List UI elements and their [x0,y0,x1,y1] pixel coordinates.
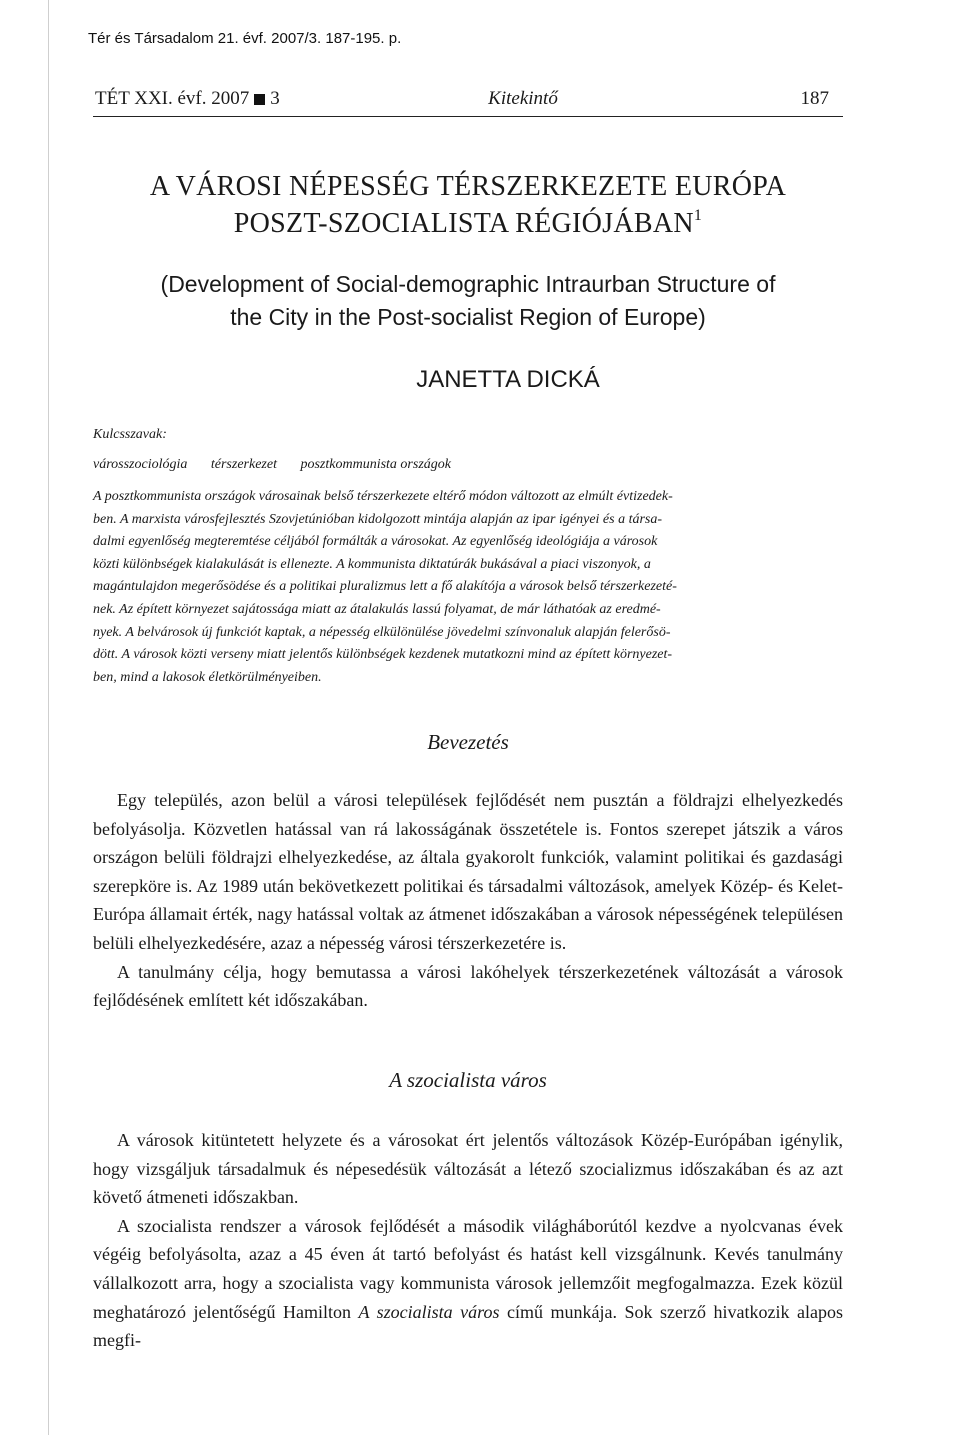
abstract-line: ben, mind a lakosok életkörülményeiben. [93,669,322,685]
paragraph: Egy település, azon belül a városi települések fejlődését nem pusztán a földrajzi elhelyezkedés befolyásolja. Közvetlen hatással van rá lakosságának összetétele is. Fontos szerepet játszik a város országon belüli földrajzi elhelyezkedése, az általa gyakorolt funkciók, valamint politikai és gazdasági szerepköre is. Az 1989 után bekövetkezett politikai és társadalmi változások, amelyek Közép- és Kelet-Európa államait érték, nagy hatással voltak az átmenet időszakában a városok népességének településen belüli elhelyezkedésére, azaz a népesség városi térszerkezetére is. [93,790,843,953]
abstract-line: dalmi egyenlőség megteremtése céljából formálták a városokat. Az egyenlőség ideológiája a városok [93,534,658,550]
abstract-line: nyek. A belvárosok új funkciót kaptak, a népesség elkülönülése jövedelmi színvonaluk alapján felerősö- [93,624,671,640]
subtitle-line-2: the City in the Post-socialist Region of Europe) [230,304,706,330]
page-edge-rule [48,0,49,1435]
abstract-line: nek. Az épített környezet sajátossága miatt az átalakulás lassú folyamat, de már láthatóak az eredmé- [93,601,661,617]
keyword: térszerkezet [210,457,277,472]
page-number: 187 [800,88,829,109]
section-name: Kitekintő [488,88,558,109]
section-body-introduction [93,786,843,1015]
paragraph: A tanulmány célja, hogy bemutassa a városi lakóhelyek térszerkezetének változását a városok fejlődésének említett két időszakában. [93,961,843,1011]
paragraph: A szocialista rendszer a városok fejlődését a második világháborútól kezdve a nyolcvanas évek végéig befolyásolta, azaz a 45 éven át tartó befolyást és hatást kell vizsgálnunk. Kevés tanulmány vállalkozott arra, hogy a szocialista vagy kommunista városok jellemzőit megfogalmazza. Ezek közül meghatározó jelentőségű Hamilton A szocialista város című munkája. Sok szerző hivatkozik alapos megfi- [93,1215,844,1351]
english-subtitle [93,268,843,334]
section-heading-socialist-city: A szocialista város [389,1068,547,1092]
abstract-line: dött. A városok közti verseny miatt jelentős különbségek kezdenek mutatkozni mind az épített környezet- [93,647,673,663]
article-title [93,168,843,242]
abstract-line: magántulajdon megerősödése és a politikai pluralizmus lett a fő alakítója a városok belső térszerkezeté- [93,579,677,595]
paragraph: A városok kitüntetett helyzete és a városokat ért jelentős változások Közép-Európában igénylik, hogy vizsgáljuk társadalmuk és népesedésük változását a létező szocializmus időszakában és az azt követő átmeneti időszakban. [93,1130,843,1208]
abstract [93,486,843,689]
section-heading-introduction: Bevezetés [427,730,509,754]
running-head [93,88,843,117]
abstract-line: ben. A marxista városfejlesztés Szovjetúnióban kidolgozott mintája alapján az ipar igényei és a társa- [93,511,663,527]
section-body-socialist-city [93,1126,843,1355]
abstract-line: A posztkommunista országok városainak belső térszerkezete eltérő módon változott az elmúlt évtizedek- [93,489,673,504]
footnote-mark[interactable]: 1 [693,207,703,224]
journal-citation: Tér és Társadalom 21. évf. 2007/3. 187-195. p. [88,30,402,47]
abstract-line: közti különbségek kialakulását is ellenezte. A kommunista diktatúrák bukásával a piaci viszonyok, a [93,556,651,572]
author-name: JANETTA DICKÁ [416,366,600,393]
cited-work-title: A szocialista város [358,1301,500,1322]
title-line-2: POSZT-SZOCIALISTA RÉGIÓJÁBAN$^1$ [233,207,703,239]
keywords-label: Kulcsszavak: [93,427,167,442]
keyword: posztkommunista országok [300,457,451,472]
keywords-list [93,457,471,473]
journal-volume: TÉT XXI. évf. 2007 [95,88,250,109]
subtitle-line-1: (Development of Social-demographic Intraurban Structure of [160,271,776,297]
issue-number: 3 [270,88,280,109]
keyword: városszociológia [93,457,188,472]
title-line-1: A VÁROSI NÉPESSÉG TÉRSZERKEZETE EURÓPA [149,171,787,202]
